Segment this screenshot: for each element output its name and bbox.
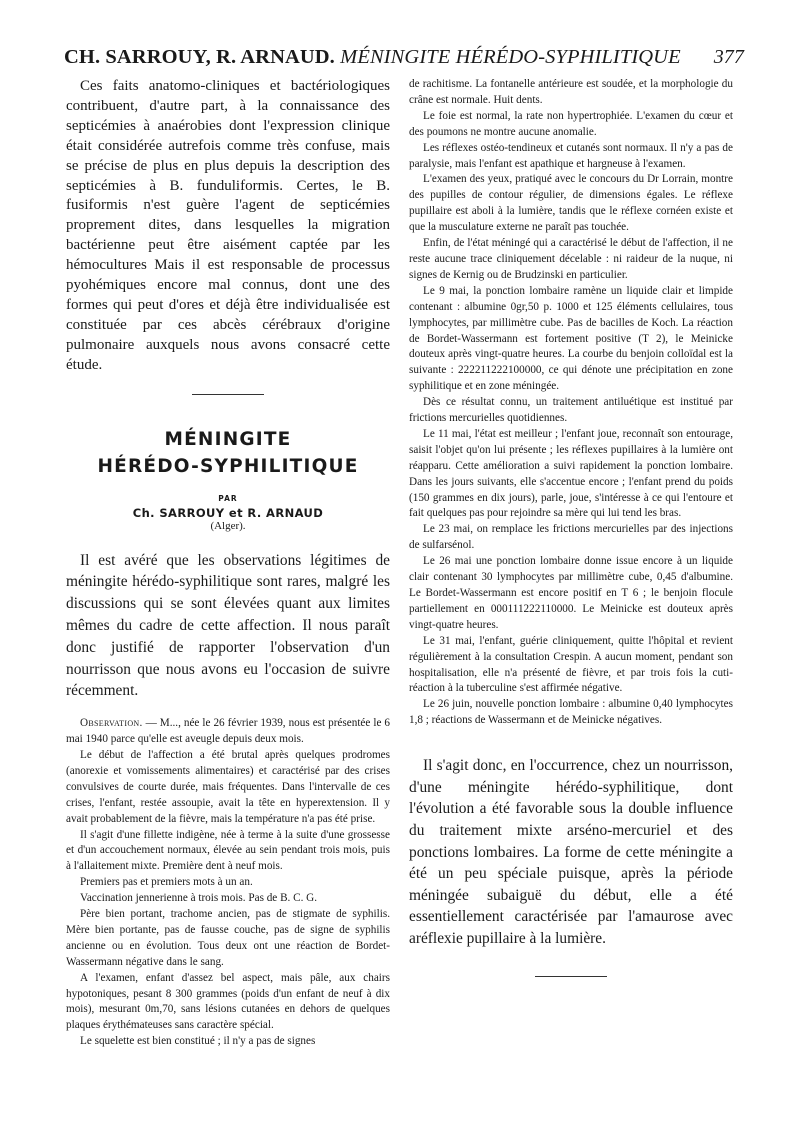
closing-paragraph-previous-article: Ces faits anatomo-cliniques et bactériologiques contribuent, d'autre part, à la connaissance des septicémies à anaérobies dont l'expression clinique était considérée autrefois comme très confuse, mais se précise de plus en plus depuis la description des septicémies à B. funduliformis. Certes, le B. fusiformis n'est guère l'agent de septicémies proprement dites, dans lesquelles la migration bactérienne peut être aisément captée par les hémocultures Mais il est responsable de processus pyohémiques encore mal connus, dont une des formes qui peut d'ores et déjà être individualisée est constituée par ces abcès cérébraux d'origine pulmonaire auxquels nous avons consacré cette étude. <box>66 78 390 373</box>
observation-paragraph <box>66 716 390 748</box>
by-label: PAR <box>218 493 238 503</box>
eyes-paragraph: L'examen des yeux, pratiqué avec le concours du Dr Lorrain, montre des pupilles de contour régulier, de dimensions égales. Le réflexe pupillaire est aboli à la lumière, tandis que le réflexe cornéen existe et que la musculature externe ne paraît pas touchée. <box>409 173 733 234</box>
conclusion-paragraph: Il s'agit donc, en l'occurrence, chez un nourrisson, d'une méningite hérédo-syphilitique, dont l'évolution a été favorable sous la double influence du traitement mixte arséno-mercuriel et des ponctions lombaires. La forme de cette méningite a été un peu spéciale puisque, après la période méningée subaiguë du début, elle a été essentiellement caractérisée par l'amaurose avec aréflexie pupillaire à la lumière. <box>409 757 733 947</box>
intro-paragraph: Il est avéré que les observations légitimes de méningite hérédo-syphilitique sont rares, malgré les discussions qui se sont élevées quant aux limites mêmes du cadre de cette affection. Il nous paraît donc justifié de rapporter l'observation d'un nourrisson que nous avons eu l'occasion de suivre récemment. <box>66 551 390 700</box>
right-column <box>409 77 733 977</box>
left-column <box>66 77 390 1050</box>
article-byline: Ch. SARROUY et R. ARNAUD <box>132 505 324 520</box>
skeleton-paragraph: Le squelette est bien constitué ; il n'y a pas de signes <box>80 1035 316 1048</box>
discharge-paragraph: Le 31 mai, l'enfant, guérie cliniquement, quitte l'hôpital et revient régulièrement à la consultation Crespin. A aucun moment, pendant son hospitalisation, elle n'a présenté de fièvre, et par trois fois la cuti-réaction à la tuberculine s'est affirmée négative. <box>409 634 733 695</box>
improvement-paragraph: Le 11 mai, l'état est meilleur ; l'enfant joue, reconnaît son entourage, saisit l'objet qu'on lui présente ; les réflexes pupillaires à la lumière ont réapparu. Cette amélioration a suivi rapidement la ponction lombaire. Dans les jours suivants, elle s'accentue encore ; l'enfant prend du poids (150 grammes en dix jours), parle, joue, s'intéresse à ce qui l'entoure et fait quelques pas pour rejoindre sa mère qui lui tend les bras. <box>409 427 733 520</box>
article-title-line2: HÉRÉDO-SYPHILITIQUE <box>97 455 359 477</box>
final-puncture-paragraph: Le 26 juin, nouvelle ponction lombaire : albumine 0,40 lymphocytes 1,8 ; réactions de Wassermann et de Meinicke négatives. <box>409 698 733 727</box>
header-authors: CH. SARROUY, R. ARNAUD. <box>64 46 335 68</box>
running-header <box>64 42 744 72</box>
lumbar-puncture-paragraph: Le 9 mai, la ponction lombaire ramène un liquide clair et limpide contenant : albumine 0gr,50 p. 1000 et 125 éléments cellulaires, tous lymphocytes, par millimètre cube. Pas de bacilles de Koch. La réaction de Bordet-Wassermann est fortement positive (T 2), le Meinicke douteux après vingt-quatre heures. La courbe du benjoin colloïdal est la suivante : 222211222100000, ce qui dénote une précipitation en zone syphilitique et en zone méningée. <box>409 284 733 393</box>
family-paragraph: Père bien portant, trachome ancien, pas de stigmate de syphilis. Mère bien portante, pas de fausse couche, pas de signe de syphilis ancienne ou en évolution. Tous deux ont une réaction de Bordet-Wassermann négative dans le sang. <box>66 908 390 968</box>
liver-paragraph: Le foie est normal, la rate non hypertrophiée. L'examen du cœur et des poumons ne montre aucune anomalie. <box>409 109 733 138</box>
sulfarsenol-paragraph: Le 23 mai, on remplace les frictions mercurielles par des injections de sulfarsénol. <box>409 523 733 552</box>
vaccination-paragraph: Vaccination jennerienne à trois mois. Pas de B. C. G. <box>80 892 318 905</box>
article-title-line1: MÉNINGITE <box>164 428 292 450</box>
history-paragraph: Il s'agit d'une fillette indigène, née à terme à la suite d'une grossesse et d'un accouchement normaux, élevée au sein pendant trois mois, puis à l'allaitement mixte. Première dent à neuf mois. <box>66 828 390 873</box>
treatment-paragraph: Dès ce résultat connu, un traitement antiluétique est institué par frictions mercurielles quotidiennes. <box>409 396 733 425</box>
exam-paragraph: A l'examen, enfant d'assez bel aspect, mais pâle, aux chairs hypotoniques, pesant 8 300 grammes (poids d'un enfant de neuf à dix mois), mesurant 0m,70, sans lésions cutanées en dehors de quelques plaques érythémateuses sans caractère spécial. <box>66 971 390 1032</box>
second-puncture-paragraph: Le 26 mai une ponction lombaire donne issue encore à un liquide clair contenant 30 lymphocytes par millimètre cube, 0,45 d'albumine. Le Bordet-Wassermann est encore positif en T 6 ; le benjoin flocule partiellement en 000111222110000. Le Meinicke est douteux après vingt-quatre heures. <box>409 555 733 631</box>
observation-label: Observation. <box>80 717 143 730</box>
observation-text: — M..., née le 26 février 1939, nous est présentée le 6 mai 1940 parce qu'elle est aveugle depuis deux mois. <box>66 717 390 746</box>
reflexes-paragraph: Les réflexes ostéo-tendineux et cutanés sont normaux. Il n'y a pas de paralysie, mais l'enfant est apathique et hargneuse à l'examen. <box>409 141 733 170</box>
header-title: MÉNINGITE HÉRÉDO-SYPHILITIQUE <box>340 46 681 68</box>
onset-paragraph: Le début de l'affection a été brutal après quelques prodromes (anorexie et vomissements alimentaires) et caractérisé par des crises convulsives de courte durée, mais fréquentes. Dans l'intervalle de ces crises, l'enfant, restée assoupie, avait la tête en hyperextension. Il y avait probablement de la fièvre, mais la température n'a pas été prise. <box>66 748 390 825</box>
rickets-paragraph: de rachitisme. La fontanelle antérieure est soudée, et la morphologie du crâne est normale. Huit dents. <box>409 78 733 106</box>
page-number: 377 <box>713 46 744 68</box>
meningeal-paragraph: Enfin, de l'état méningé qui a caractérisé le début de l'affection, il ne reste aucune trace cliniquement décelable : ni raideur de la nuque, ni signes de Kernig ou de Brudzinski en particulier. <box>409 237 733 281</box>
milestones-paragraph: Premiers pas et premiers mots à un an. <box>80 876 253 889</box>
author-location: (Alger). <box>210 519 246 532</box>
end-divider <box>535 976 607 977</box>
